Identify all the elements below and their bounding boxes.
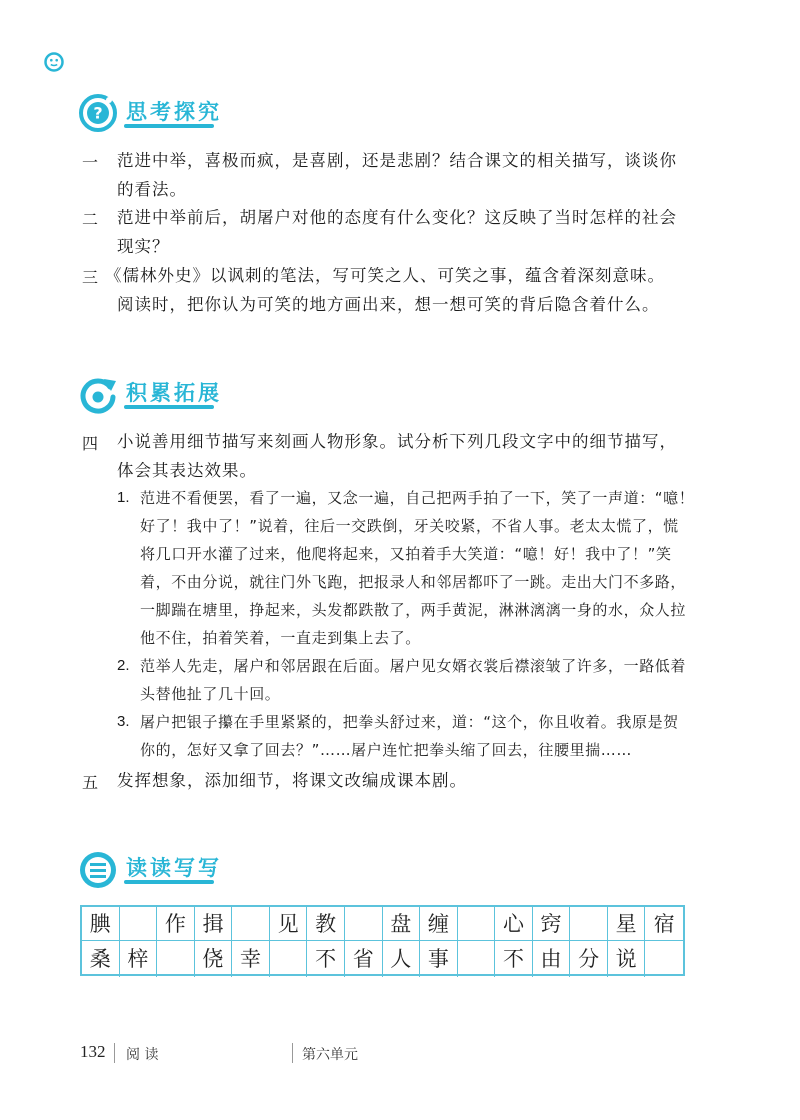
section-underline <box>124 880 214 884</box>
section-title-read-write: 读读写写 <box>126 856 222 880</box>
question-number: 五 <box>82 773 99 792</box>
question-line: 的看法。 <box>117 180 187 199</box>
grid-row <box>82 907 683 942</box>
section-underline <box>124 124 214 128</box>
excerpt-line: 你的，怎好又拿了回去？”……屠户连忙把拳头缩了回去，往腰里揣…… <box>140 741 632 759</box>
question-line: 阅读时，把你认为可笑的地方画出来，想一想可笑的背后隐含着什么。 <box>117 295 660 314</box>
excerpt-line: 将几口开水灌了过来，他爬将起来，又拍着手大笑道：“噫！好！我中了！”笑 <box>140 545 672 563</box>
excerpt-line: 头替他扯了几十回。 <box>140 685 281 703</box>
vocab-char: 作 <box>157 907 195 942</box>
vocab-char: 不 <box>495 942 533 977</box>
vocab-empty-cell <box>645 942 683 977</box>
footer-book-part: 阅 读 <box>126 1047 159 1063</box>
vocab-char: 缠 <box>420 907 458 942</box>
vocab-char: 不 <box>307 942 345 977</box>
vocab-char: 揖 <box>195 907 233 942</box>
question-line: 发挥想象，添加细节，将课文改编成课本剧。 <box>117 771 467 790</box>
question-number: 四 <box>82 434 99 453</box>
vocabulary-grid <box>80 905 685 976</box>
excerpt-line: 范举人先走，屠户和邻居跟在后面。屠户见女婿衣裳后襟滚皱了许多，一路低着 <box>140 657 687 675</box>
excerpt-line: 屠户把银子攥在手里紧紧的，把拳头舒过来，道：“这个，你且收着。我原是贺 <box>140 713 679 731</box>
excerpt-number: 2. <box>117 657 130 674</box>
vocab-char: 盘 <box>383 907 421 942</box>
vocab-empty-cell <box>345 907 383 942</box>
vocab-empty-cell <box>570 907 608 942</box>
question-line: 小说善用细节描写来刻画人物形象。试分析下列几段文字中的细节描写， <box>117 432 677 451</box>
footer-divider <box>114 1043 115 1063</box>
question-line: 《儒林外史》以讽刺的笔法，写可笑之人、可笑之事，蕴含着深刻意味。 <box>105 266 665 285</box>
vocab-empty-cell <box>458 907 496 942</box>
excerpt-line: 一脚踹在塘里，挣起来，头发都跌散了，两手黄泥，淋淋漓漓一身的水，众人拉 <box>140 601 687 619</box>
vocab-char: 由 <box>533 942 571 977</box>
grid-row <box>82 942 683 977</box>
excerpt-line: 范进不看便罢，看了一遍，又念一遍，自己把两手拍了一下，笑了一声道：“噫！ <box>140 489 695 507</box>
question-line: 范进中举前后，胡屠户对他的态度有什么变化？这反映了当时怎样的社会 <box>117 208 677 227</box>
vocab-char: 侥 <box>195 942 233 977</box>
vocab-char: 人 <box>383 942 421 977</box>
vocab-char: 星 <box>608 907 646 942</box>
excerpt-line: 着，不由分说，就往门外飞跑，把报录人和邻居都吓了一跳。走出大门不多路， <box>140 573 687 591</box>
vocab-empty-cell <box>270 942 308 977</box>
vocab-char: 桑 <box>82 942 120 977</box>
smiley-icon <box>44 52 64 72</box>
vocab-char: 窍 <box>533 907 571 942</box>
vocab-char: 心 <box>495 907 533 942</box>
vocab-char: 宿 <box>653 912 675 936</box>
vocab-char: 腆 <box>82 907 120 942</box>
vocab-char: 事 <box>420 942 458 977</box>
question-line: 现实？ <box>117 237 170 256</box>
question-number: 一 <box>82 153 99 172</box>
question-number: 三 <box>82 268 99 287</box>
excerpt-line: 他不住，拍着笑着，一直走到集上去了。 <box>140 629 421 647</box>
vocab-empty-cell <box>157 942 195 977</box>
vocab-char: 梓 <box>120 942 158 977</box>
vocab-char: 省 <box>345 942 383 977</box>
vocab-empty-cell <box>232 907 270 942</box>
footer-divider <box>292 1043 293 1063</box>
excerpt-line: 好了！我中了！”说着，往后一交跌倒，牙关咬紧，不省人事。老太太慌了，慌 <box>140 517 679 535</box>
refresh-arrow-icon <box>78 375 118 415</box>
question-line: 范进中举，喜极而疯，是喜剧，还是悲剧？结合课文的相关描写，谈谈你 <box>117 151 677 170</box>
page-number: 132 <box>80 1042 106 1061</box>
vocab-empty-cell <box>120 907 158 942</box>
vocab-char: 教 <box>307 907 345 942</box>
question-number: 二 <box>82 210 99 229</box>
vocab-char: 见 <box>270 907 308 942</box>
svg-text:?: ? <box>93 103 103 123</box>
section-title-expand: 积累拓展 <box>126 381 222 405</box>
question-line: 体会其表达效果。 <box>117 461 257 480</box>
question-icon <box>78 93 118 133</box>
vocab-empty-cell <box>458 942 496 977</box>
vocab-char: 分 <box>570 942 608 977</box>
excerpt-number: 3. <box>117 713 130 730</box>
vocab-char: 幸 <box>232 942 270 977</box>
footer-unit: 第六单元 <box>302 1047 358 1063</box>
lines-list-icon <box>78 850 118 890</box>
excerpt-number: 1. <box>117 489 130 506</box>
vocab-char: 说 <box>608 942 646 977</box>
section-underline <box>124 405 214 409</box>
section-title-explore: 思考探究 <box>126 100 222 124</box>
